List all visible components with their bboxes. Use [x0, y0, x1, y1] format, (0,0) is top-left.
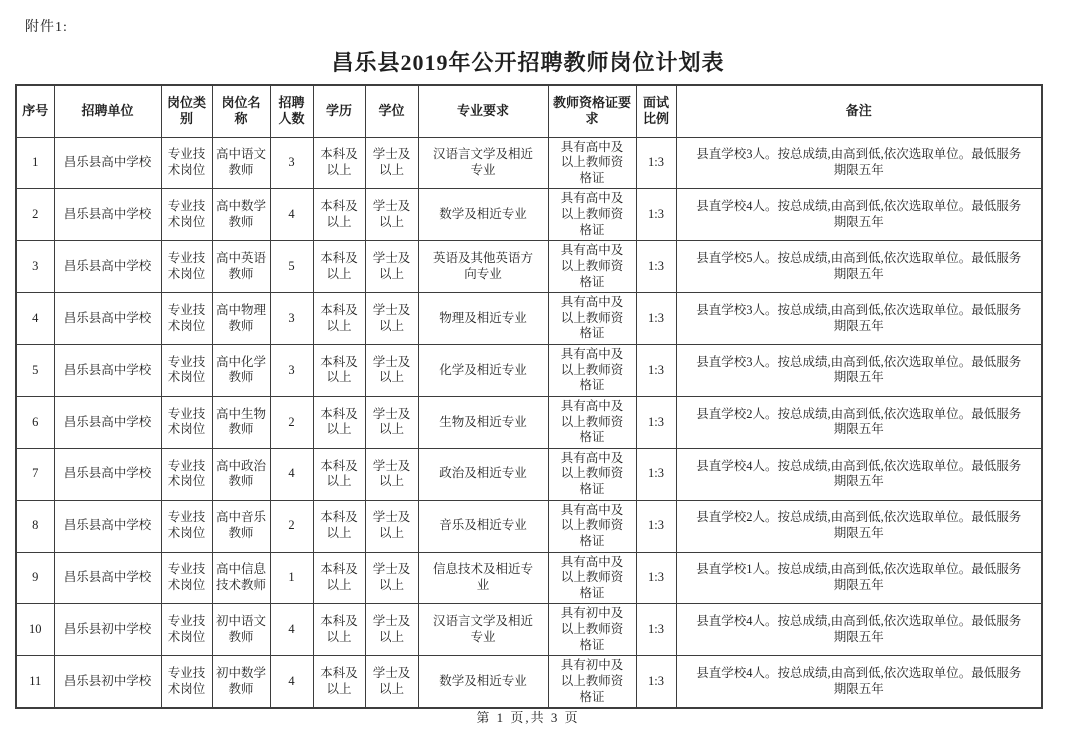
table-cell: 本科及以上 [313, 656, 365, 708]
table-row [16, 500, 1042, 552]
table-cell: 县直学校4人。按总成绩,由高到低,依次选取单位。最低服务期限五年 [676, 604, 1042, 656]
table-cell: 高中音乐教师 [212, 500, 270, 552]
table-cell: 初中语文教师 [212, 604, 270, 656]
table-cell: 1:3 [636, 500, 676, 552]
table-cell: 4 [270, 189, 313, 241]
recruitment-plan-table [15, 84, 1043, 709]
table-cell: 专业技术岗位 [161, 500, 212, 552]
table-cell: 11 [16, 656, 54, 708]
page-title: 昌乐县2019年公开招聘教师岗位计划表 [331, 50, 725, 75]
table-cell: 2 [16, 189, 54, 241]
table-cell: 2 [270, 500, 313, 552]
table-cell: 化学及相近专业 [418, 345, 548, 397]
table-cell: 1:3 [636, 448, 676, 500]
table-cell: 学士及以上 [365, 500, 418, 552]
column-header: 专业要求 [418, 85, 548, 137]
table-row [16, 137, 1042, 189]
table-cell: 高中信息技术教师 [212, 552, 270, 604]
table-cell: 1:3 [636, 137, 676, 189]
table-cell: 1:3 [636, 552, 676, 604]
table-cell: 昌乐县高中学校 [54, 293, 161, 345]
table-cell: 本科及以上 [313, 137, 365, 189]
table-cell: 具有高中及以上教师资格证 [548, 345, 636, 397]
table-cell: 具有初中及以上教师资格证 [548, 604, 636, 656]
table-cell: 专业技术岗位 [161, 293, 212, 345]
table-cell: 专业技术岗位 [161, 396, 212, 448]
table-cell: 学士及以上 [365, 241, 418, 293]
table-cell: 学士及以上 [365, 552, 418, 604]
table-cell: 昌乐县高中学校 [54, 189, 161, 241]
table-cell: 4 [270, 604, 313, 656]
table-cell: 学士及以上 [365, 396, 418, 448]
table-cell: 1:3 [636, 604, 676, 656]
table-row [16, 396, 1042, 448]
table-cell: 本科及以上 [313, 500, 365, 552]
table-cell: 具有高中及以上教师资格证 [548, 552, 636, 604]
table-cell: 专业技术岗位 [161, 552, 212, 604]
table-row [16, 552, 1042, 604]
table-cell: 生物及相近专业 [418, 396, 548, 448]
table-cell: 物理及相近专业 [418, 293, 548, 345]
column-header: 序号 [16, 85, 54, 137]
table-row [16, 189, 1042, 241]
table-cell: 学士及以上 [365, 137, 418, 189]
table-cell: 县直学校1人。按总成绩,由高到低,依次选取单位。最低服务期限五年 [676, 552, 1042, 604]
table-cell: 3 [270, 345, 313, 397]
table-cell: 昌乐县高中学校 [54, 552, 161, 604]
table-cell: 政治及相近专业 [418, 448, 548, 500]
table-cell: 数学及相近专业 [418, 656, 548, 708]
table-cell: 昌乐县初中学校 [54, 604, 161, 656]
table-cell: 5 [16, 345, 54, 397]
table-cell: 昌乐县高中学校 [54, 396, 161, 448]
table-row [16, 345, 1042, 397]
table-cell: 本科及以上 [313, 552, 365, 604]
table-cell: 2 [270, 396, 313, 448]
table-cell: 本科及以上 [313, 293, 365, 345]
table-cell: 本科及以上 [313, 604, 365, 656]
table-cell: 1:3 [636, 293, 676, 345]
table-cell: 县直学校3人。按总成绩,由高到低,依次选取单位。最低服务期限五年 [676, 137, 1042, 189]
column-header: 学历 [313, 85, 365, 137]
table-cell: 具有高中及以上教师资格证 [548, 396, 636, 448]
table-cell: 昌乐县高中学校 [54, 137, 161, 189]
table-cell: 昌乐县高中学校 [54, 241, 161, 293]
table-cell: 高中生物教师 [212, 396, 270, 448]
table-cell: 汉语言文学及相近专业 [418, 604, 548, 656]
table-cell: 具有初中及以上教师资格证 [548, 656, 636, 708]
table-cell: 专业技术岗位 [161, 448, 212, 500]
table-cell: 专业技术岗位 [161, 604, 212, 656]
table-cell: 1:3 [636, 345, 676, 397]
column-header: 面试比例 [636, 85, 676, 137]
table-cell: 高中数学教师 [212, 189, 270, 241]
table-row [16, 604, 1042, 656]
table-cell: 县直学校3人。按总成绩,由高到低,依次选取单位。最低服务期限五年 [676, 293, 1042, 345]
table-cell: 县直学校3人。按总成绩,由高到低,依次选取单位。最低服务期限五年 [676, 345, 1042, 397]
table-cell: 学士及以上 [365, 656, 418, 708]
column-header: 招聘人数 [270, 85, 313, 137]
table-cell: 1:3 [636, 189, 676, 241]
table-cell: 昌乐县初中学校 [54, 656, 161, 708]
table-cell: 1 [270, 552, 313, 604]
table-cell: 4 [16, 293, 54, 345]
table-cell: 专业技术岗位 [161, 137, 212, 189]
table-cell: 数学及相近专业 [418, 189, 548, 241]
table-cell: 具有高中及以上教师资格证 [548, 293, 636, 345]
table-cell: 学士及以上 [365, 448, 418, 500]
table-cell: 专业技术岗位 [161, 656, 212, 708]
attachment-label: 附件1: [25, 20, 68, 35]
table-cell: 10 [16, 604, 54, 656]
table-cell: 6 [16, 396, 54, 448]
table-cell: 县直学校4人。按总成绩,由高到低,依次选取单位。最低服务期限五年 [676, 448, 1042, 500]
table-cell: 本科及以上 [313, 448, 365, 500]
table-cell: 1:3 [636, 396, 676, 448]
table-cell: 具有高中及以上教师资格证 [548, 137, 636, 189]
table-cell: 具有高中及以上教师资格证 [548, 189, 636, 241]
table-cell: 专业技术岗位 [161, 189, 212, 241]
table-cell: 具有高中及以上教师资格证 [548, 448, 636, 500]
table-cell: 本科及以上 [313, 345, 365, 397]
table-cell: 3 [270, 293, 313, 345]
table-cell: 学士及以上 [365, 345, 418, 397]
column-header: 备注 [676, 85, 1042, 137]
table-cell: 1:3 [636, 241, 676, 293]
table-cell: 具有高中及以上教师资格证 [548, 241, 636, 293]
table-row [16, 448, 1042, 500]
table-cell: 本科及以上 [313, 241, 365, 293]
column-header: 招聘单位 [54, 85, 161, 137]
table-cell: 县直学校2人。按总成绩,由高到低,依次选取单位。最低服务期限五年 [676, 500, 1042, 552]
page-number-footer: 第 1 页,共 3 页 [476, 710, 580, 725]
table-cell: 学士及以上 [365, 189, 418, 241]
table-row [16, 656, 1042, 708]
table-cell: 高中英语教师 [212, 241, 270, 293]
table-header [16, 85, 1042, 137]
table-cell: 学士及以上 [365, 604, 418, 656]
table-cell: 昌乐县高中学校 [54, 500, 161, 552]
table-header-row [16, 85, 1042, 137]
table-cell: 信息技术及相近专业 [418, 552, 548, 604]
column-header: 岗位类别 [161, 85, 212, 137]
table-cell: 8 [16, 500, 54, 552]
table-cell: 9 [16, 552, 54, 604]
table-cell: 县直学校4人。按总成绩,由高到低,依次选取单位。最低服务期限五年 [676, 656, 1042, 708]
table-cell: 英语及其他英语方向专业 [418, 241, 548, 293]
table-cell: 昌乐县高中学校 [54, 448, 161, 500]
table-cell: 昌乐县高中学校 [54, 345, 161, 397]
table-cell: 专业技术岗位 [161, 241, 212, 293]
table-cell: 3 [270, 137, 313, 189]
table-cell: 本科及以上 [313, 396, 365, 448]
table-cell: 县直学校4人。按总成绩,由高到低,依次选取单位。最低服务期限五年 [676, 189, 1042, 241]
table-cell: 3 [16, 241, 54, 293]
table-cell: 高中化学教师 [212, 345, 270, 397]
table-cell: 汉语言文学及相近专业 [418, 137, 548, 189]
table-cell: 专业技术岗位 [161, 345, 212, 397]
table-row [16, 293, 1042, 345]
table-row [16, 241, 1042, 293]
table-cell: 音乐及相近专业 [418, 500, 548, 552]
table-cell: 学士及以上 [365, 293, 418, 345]
table-cell: 1:3 [636, 656, 676, 708]
column-header: 学位 [365, 85, 418, 137]
table-cell: 4 [270, 448, 313, 500]
table-cell: 4 [270, 656, 313, 708]
table-cell: 7 [16, 448, 54, 500]
table-body [16, 137, 1042, 708]
table-cell: 高中物理教师 [212, 293, 270, 345]
table-cell: 本科及以上 [313, 189, 365, 241]
table-cell: 初中数学教师 [212, 656, 270, 708]
table-cell: 1 [16, 137, 54, 189]
table-cell: 5 [270, 241, 313, 293]
column-header: 岗位名称 [212, 85, 270, 137]
table-cell: 县直学校2人。按总成绩,由高到低,依次选取单位。最低服务期限五年 [676, 396, 1042, 448]
column-header: 教师资格证要求 [548, 85, 636, 137]
table-cell: 县直学校5人。按总成绩,由高到低,依次选取单位。最低服务期限五年 [676, 241, 1042, 293]
table-cell: 高中政治教师 [212, 448, 270, 500]
table-cell: 具有高中及以上教师资格证 [548, 500, 636, 552]
table-cell: 高中语文教师 [212, 137, 270, 189]
